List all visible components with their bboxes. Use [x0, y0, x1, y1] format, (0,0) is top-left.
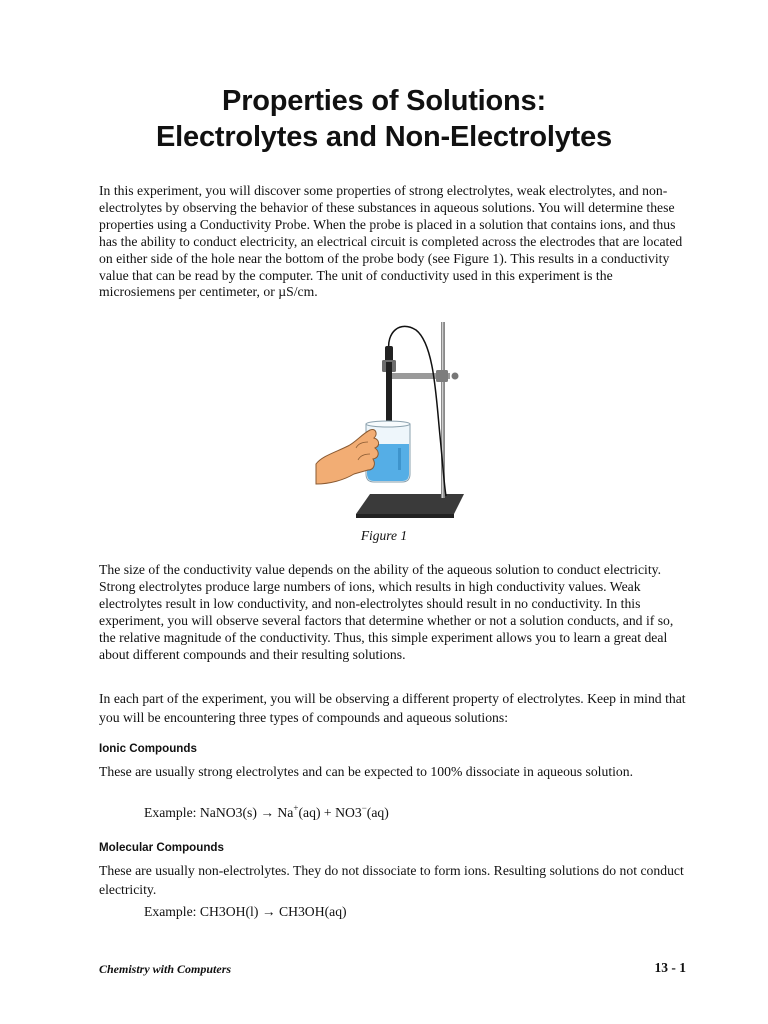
molecular-example — [144, 903, 347, 921]
ionic-example — [144, 804, 389, 822]
ionic-heading: Ionic Compounds — [99, 742, 197, 755]
paragraph-conductivity: The size of the conductivity value depends on the ability of the aqueous solution to conduct electricity. Strong electrolytes produce large numbers of ions, which results in high conductivity values. Weak electrolytes result in low conductivity, and non-electrolytes should result in no conductivity. In this experiment, you will observe several factors that determine whether or not a solution conducts, and if so, the relative magnitude of the conductivity. Thus, this simple experiment allows you to learn a great deal about different compounds and their resulting solutions. — [99, 562, 674, 662]
molecular-description: These are usually non-electrolytes. They do not dissociate to form ions. Resulting solutions do not conduct electricity. — [99, 863, 684, 897]
ring-stand-base — [356, 494, 464, 514]
footer-book-title: Chemistry with Computers — [99, 962, 232, 976]
nitrate-charge: − — [361, 803, 367, 813]
title-line-2: Electrolytes and Non-Electrolytes — [156, 121, 612, 153]
paragraph-types: In each part of the experiment, you will be observing a different property of electrolytes. Keep in mind that you will be encountering three types of compounds and aqueous solutions: — [99, 691, 686, 725]
conductivity-probe-figure — [312, 316, 472, 522]
title-line-1: Properties of Solutions: — [222, 85, 546, 117]
intro-paragraph: In this experiment, you will discover some properties of strong electrolytes, weak electrolytes, and non-electrolytes by observing the behavior of these substances in aqueous solutions. You will determine these properties using a Conductivity Probe. When the probe is placed in a solution that contains ions, and thus has the ability to conduct electricity, an electrical circuit is completed across the electrodes that are located on either side of the hole near the bottom of the probe body (see Figure 1). This results in a conductivity value that can be read by the computer. The unit of conductivity used in this experiment is the microsiemens per centimeter, or µS/cm. — [99, 183, 683, 300]
footer-page-number: 13 - 1 — [654, 960, 686, 975]
ionic-description: These are usually strong electrolytes and can be expected to 100% dissociate in aqueous solution. — [99, 764, 634, 779]
molecular-example-prefix: Example: CH3OH(l) — [144, 904, 259, 919]
molecular-product: CH3OH(aq) — [278, 904, 347, 919]
arrow-icon: → — [260, 805, 274, 820]
ionic-product-nitrate: (aq) + NO3 — [298, 805, 362, 820]
figure-caption: Figure 1 — [360, 528, 408, 543]
ionic-example-prefix: Example: NaNO3(s) — [144, 805, 257, 820]
sodium-charge: + — [293, 803, 299, 813]
arrow-icon: → — [261, 904, 276, 919]
nitrate-state: (aq) — [366, 805, 389, 820]
molecular-heading: Molecular Compounds — [99, 841, 224, 854]
page-title — [0, 83, 768, 155]
ionic-product-sodium: Na — [277, 805, 294, 820]
